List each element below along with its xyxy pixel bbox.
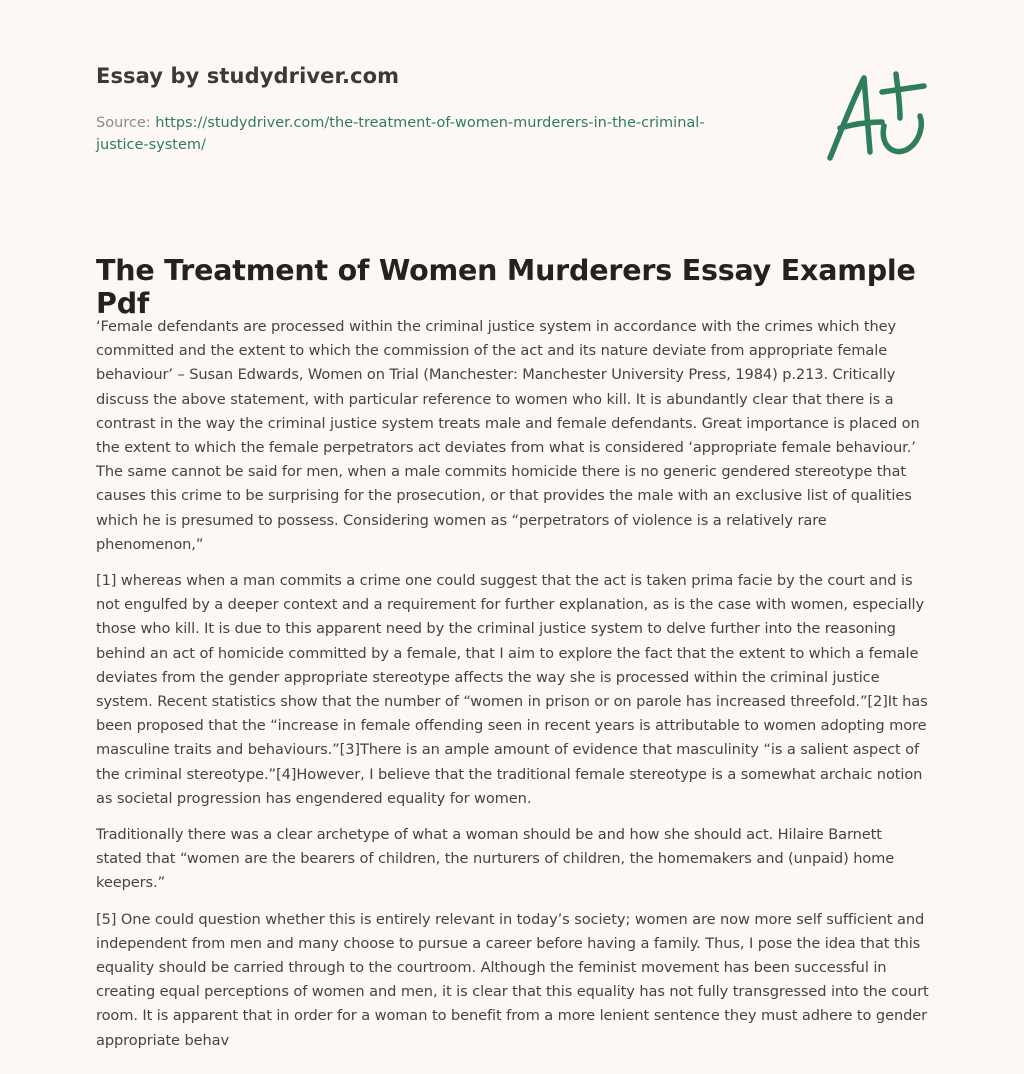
essay-paragraph: [5] One could question whether this is entirely relevant in today’s society; women are now more self sufficient and independent from men and many choose to pursue a career before having a family. Thus, I pose the idea that this equality should be carried through to the courtroom. Although the feminist movement has been successful in creating equal perceptions of women and men, it is clear that this equality has not fully transgressed into the court room. It is apparent that in order for a woman to benefit from a more lenient sentence they must adhere to gender appropriate behav xyxy=(96,910,929,1049)
source-line xyxy=(96,112,756,156)
source-label: Source: xyxy=(96,115,151,131)
essay-body xyxy=(96,315,932,1065)
essay-paragraph: ‘Female defendants are processed within the criminal justice system in accordance with the crimes which they committed and the extent to which the commission of the act and its nature deviate from appropriate female behaviour’ – Susan Edwards, Women on Trial (Manchester: Manchester University Press, 1984) p.213. Critically discuss the above statement, with particular reference to women who kill. It is abundantly clear that there is a contrast in the way the criminal justice system treats male and female defendants. Great importance is placed on the extent to which the female perpetrators act deviates from what is considered ‘appropriate female behaviour.’ The same cannot be said for men, when a male commits homicide there is no generic gendered stereotype that causes this crime to be surprising for the prosecution, or that provides the male with an exclusive list of qualities which he is presumed to possess. Considering women as “perpetrators of violence is a relatively rare phenomenon,” xyxy=(96,318,920,553)
essay-title: The Treatment of Women Murderers Essay Example Pdf xyxy=(96,254,916,320)
essay-paragraph: [1] whereas when a man commits a crime one could suggest that the act is taken prima facie by the court and is not engulfed by a deeper context and a requirement for further explanation, as is the case with women, especially those who kill. It is due to this apparent need by the criminal justice system to delve further into the reasoning behind an act of homicide committed by a female, that I aim to explore the fact that the extent to which a female deviates from the gender appropriate stereotype affects the way she is processed within the criminal justice system. Recent statistics show that the number of “women in prison or on parole has increased threefold.”[2]It has been proposed that the “increase in female offending seen in recent years is attributable to women adopting more masculine traits and behaviours.”[3]There is an ample amount of evidence that masculinity “is a salient aspect of the criminal stereotype.”[4]However, I believe that the traditional female stereotype is a somewhat archaic notion as societal progression has engendered equality for women. xyxy=(96,572,928,807)
source-link[interactable]: https://studydriver.com/the-treatment-of-women-murderers-in-the-criminal-justice-system/ xyxy=(96,115,705,153)
a-plus-logo-icon xyxy=(820,66,932,166)
essay-paragraph: Traditionally there was a clear archetype of what a woman should be and how she should act. Hilaire Barnett stated that “women are the bearers of children, the nurturers of children, the homemakers and (unpaid) home keepers.” xyxy=(96,826,895,892)
site-title: Essay by studydriver.com xyxy=(96,64,400,88)
